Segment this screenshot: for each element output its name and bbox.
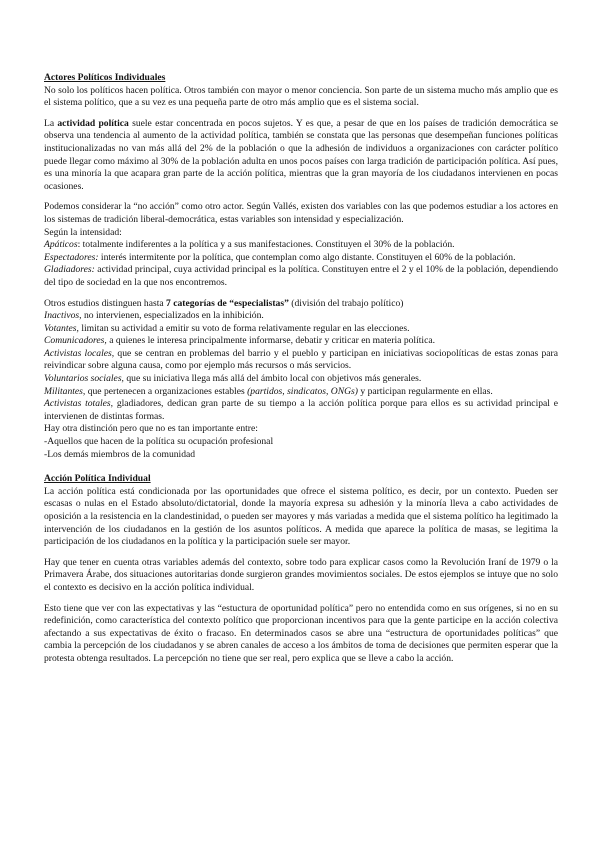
specialist-item [44, 348, 558, 373]
definition: y participan regularmente en ellas. [357, 385, 493, 397]
other-distinction: Hay otra distinción pero que no es tan importante entre: [44, 423, 258, 435]
paragraph-intro: No solo los políticos hacen política. Otros también con mayor o menor conciencia. Son parte de un sistema mucho más amplio que es el sistema político, que a su vez es una pequeña parte de otro más amplio que es el sistema social. [44, 84, 558, 109]
definition: que su iniciativa llega más allá del ámbito local con objetivos más generales. [123, 373, 422, 385]
section-title-accion: Acción Política Individual [44, 473, 151, 485]
definition: a quienes le interesa principalmente informarse, debatir y criticar en materia política. [106, 335, 435, 347]
term: Activistas totales, [44, 398, 114, 410]
specialists-intro [44, 298, 558, 311]
intensity-item [44, 264, 558, 289]
paragraph-expectativas: Esto tiene que ver con las expectativas y las “estuctura de oportunidad política” pero no entendida como en sus orígenes, si no en su redefinición, como característica del contexto político que proporcionan incentivos para que la gente participe en la acción colectiva afectando a sus expectativas de éxito o fracaso. En determinados casos se abre una “estructura de oportunidades políticas” que cambia la percepción de los ciudadanos y se abren canales de acceso a los ámbitos de toma de decisiones que permiten esperar que la protesta obtenga resultados. La percepción no tiene que ser real, pero explica que se lleve a cabo la acción. [44, 602, 558, 664]
specialist-item [44, 310, 558, 323]
paragraph-contexto: La acción política está condicionada por las oportunidades que ofrece el sistema político, es decir, por un contexto. Pueden ser escasas o nulas en el Estado absoluto/dictatorial, donde la mayoría expresa su adhesión y la minoría lleva a cabo actividades de oposición a la resistencia en la clandestinidad, o pueden ser mayores y más variadas a medida que el sistema político ha legitimado la intervención de los ciudadanos en la gestión de los asuntos políticos. A medida que aparece la política de masas, se legitima la participación de los ciudadanos en la política y la participación suele ser mayor. [44, 485, 558, 548]
intensity-intro: Según la intensidad: [44, 226, 122, 238]
specialist-item [44, 386, 558, 399]
term: Militantes, [44, 385, 86, 397]
term: Gladiadores: [44, 264, 95, 276]
term: Espectadores: [44, 251, 99, 263]
specialist-item [44, 335, 558, 348]
definition: gladiadores, dedican gran parte de su tiempo a la acción política porque para ellos es su actividad principal e intervienen de distintas formas. [44, 398, 558, 422]
paragraph-no-accion: Podemos considerar la “no acción” como otro actor. Según Vallés, existen dos variables con las que podemos estudiar a los actores en los sistemas de tradición liberal-democrática, estas variables son intensidad y especialización. [44, 201, 558, 225]
term: Voluntarios sociales, [44, 373, 124, 385]
section-title-actores: Actores Políticos Individuales [44, 72, 166, 83]
bold-term-categorias: 7 categorías de “especialistas” [166, 297, 289, 309]
specialist-item [44, 398, 558, 423]
specialist-item [44, 373, 558, 386]
intensity-item [44, 252, 558, 265]
text-run: suele estar concentrada en pocos sujetos. Y es que, a pesar de que en los países de tradición democrática se observa una tendencia al aumento de la actividad política, también se constata que las personas que desempeñan funciones políticas institucionalizadas no van más allá del 2% de la población o que la adhesión de individuos a organizaciones con carácter político puede llegar como máximo al 30% de la población adulta en unos pocos países con larga tradición de participación política. Así pues, es una minoría la que acapara gran parte de la acción política, mientras que la gran mayoría de los ciudadanos intervienen en pocas ocasiones. [44, 117, 558, 192]
definition: que pertenecen a organizaciones estables [85, 385, 248, 397]
paragraph-actividad [44, 118, 558, 194]
definition: no intervienen, especializados en la inhibición. [81, 310, 264, 322]
term: Votantes, [44, 322, 79, 334]
dash-item: -Los demás miembros de la comunidad [44, 448, 196, 460]
term-organizations: (partidos, sindicatos, ONGs) [247, 385, 358, 397]
dash-item: -Aquellos que hacen de la política su ocupación profesional [44, 436, 274, 448]
document-page [44, 72, 558, 666]
definition: actividad principal, cuya actividad principal es la política. Constituyen entre el 2 y el 10% de la población, dependiendo del tipo de sociedad en la que nos encontremos. [44, 264, 558, 288]
definition: limitan su actividad a emitir su voto de forma relativamente regular en las elecciones. [78, 322, 410, 334]
text-run: La [44, 117, 58, 129]
bold-term-actividad: actividad política [57, 117, 129, 129]
intensity-item [44, 239, 558, 252]
paragraph-variables: Hay que tener en cuenta otras variables además del contexto, sobre todo para explicar casos como la Revolución Iraní de 1979 o la Primavera Árabe, dos situaciones autoritarias donde surgieron grandes movimientos sociales. De estos ejemplos se intuye que no solo el contexto es decisivo en la acción política individual. [44, 556, 558, 593]
text-run: (división del trabajo político) [288, 297, 404, 309]
term: Comunicadores, [44, 335, 107, 347]
text-run: Otros estudios distinguen hasta [44, 297, 167, 309]
definition: : totalmente indiferentes a la política y a sus manifestaciones. Constituyen el 30% de la población. [77, 239, 455, 251]
term: Apáticos [44, 239, 78, 251]
specialist-item [44, 323, 558, 336]
term: Inactivos, [44, 310, 82, 322]
term: Activistas locales, [44, 347, 115, 359]
definition: interés intermitente por la política, que contemplan como algo distante. Constituyen el 60% de la población. [98, 251, 516, 263]
definition: que se centran en problemas del barrio y el pueblo y participan en iniciativas sociopolíticas de estas zonas para reivindicar sobre alguna causa, como por ejemplo más recursos o más servicios. [44, 347, 558, 372]
